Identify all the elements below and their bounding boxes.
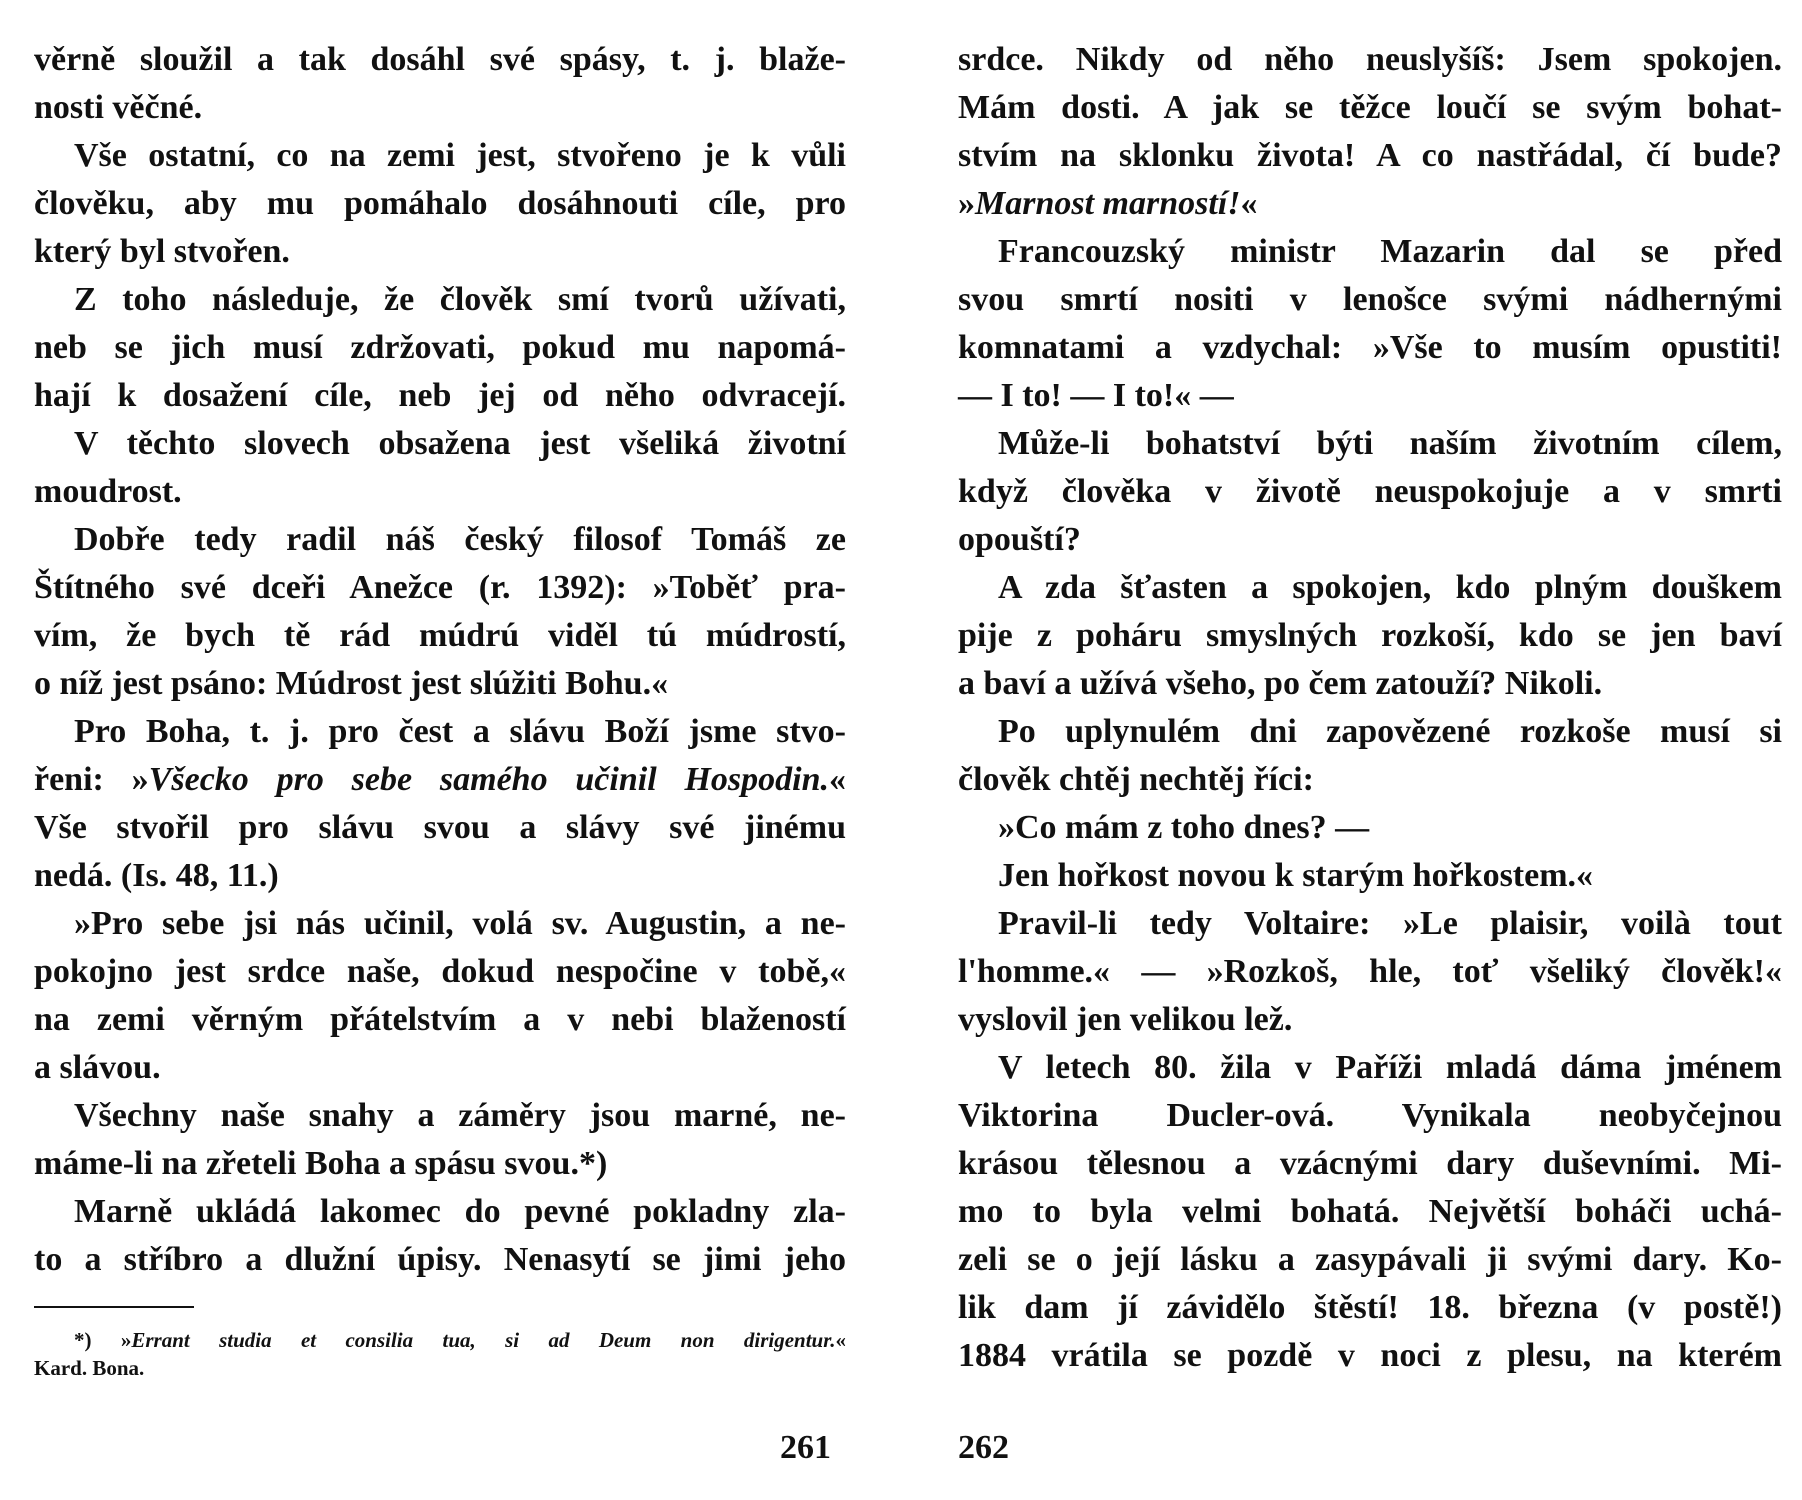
text-line xyxy=(34,612,846,660)
text-line xyxy=(34,180,846,228)
text-line xyxy=(34,468,846,516)
text-line xyxy=(958,516,1782,564)
text-line xyxy=(34,132,846,180)
text-line xyxy=(34,36,846,84)
footnote-divider xyxy=(34,1306,194,1308)
text-segment: Jen hořkost novou k starým hořkostem.« xyxy=(998,857,1594,894)
text-segment: Štítného své dceři Anežce (r. 1392): »Toběť pra- xyxy=(34,569,846,606)
text-line xyxy=(34,1326,846,1354)
text-segment: — I to! — I to!« — xyxy=(958,377,1234,414)
text-segment: máme-li na zřeteli Boha a spásu svou.*) xyxy=(34,1145,608,1182)
text-segment: nosti věčné. xyxy=(34,89,203,126)
text-segment: Vše stvořil pro slávu svou a slávy své jinému xyxy=(34,809,846,846)
text-line xyxy=(958,756,1782,804)
text-segment: « xyxy=(829,761,846,798)
text-line xyxy=(958,84,1782,132)
text-segment: Viktorina Ducler-ová. Vynikala neobyčejnou xyxy=(958,1097,1782,1134)
italic-text: Errant studia et consilia tua, si ad Deum non dirigentur. xyxy=(131,1328,836,1352)
text-line xyxy=(958,1284,1782,1332)
text-line xyxy=(958,564,1782,612)
text-line xyxy=(958,228,1782,276)
text-line xyxy=(34,900,846,948)
text-line xyxy=(34,84,846,132)
text-line xyxy=(958,1236,1782,1284)
text-segment: Může-li bohatství býti naším životním cílem, xyxy=(998,425,1782,462)
text-segment: *) » xyxy=(74,1328,132,1352)
text-segment: Všechny naše snahy a záměry jsou marné, ne- xyxy=(74,1097,846,1134)
text-segment: Francouzský ministr Mazarin dal se před xyxy=(998,233,1782,270)
text-segment: stvím na sklonku života! A co nastřádal, čí bude? xyxy=(958,137,1782,174)
text-line xyxy=(34,708,846,756)
text-segment: mo to byla velmi bohatá. Největší boháči uchá- xyxy=(958,1193,1782,1230)
text-segment: vím, že bych tě rád múdrú viděl tú múdrostí, xyxy=(34,617,846,654)
text-segment: srdce. Nikdy od něho neuslyšíš: Jsem spokojen. xyxy=(958,41,1782,78)
text-segment: hají k dosažení cíle, neb jej od něho odvracejí. xyxy=(34,377,846,414)
text-line xyxy=(958,180,1782,228)
text-line xyxy=(34,1354,846,1382)
text-segment: V letech 80. žila v Paříži mladá dáma jménem xyxy=(998,1049,1782,1086)
text-line xyxy=(34,996,846,1044)
text-line xyxy=(34,276,846,324)
text-segment: »Pro sebe jsi nás učinil, volá sv. Augustin, a ne- xyxy=(74,905,846,942)
text-segment: V těchto slovech obsažena jest všeliká životní xyxy=(74,425,846,462)
text-segment: opouští? xyxy=(958,521,1081,558)
text-segment: svou smrtí nositi v lenošce svými nádhernými xyxy=(958,281,1782,318)
footnote xyxy=(34,1326,846,1382)
text-segment: »Co mám z toho dnes? — xyxy=(998,809,1370,846)
text-segment: to a stříbro a dlužní úpisy. Nenasytí se jimi jeho xyxy=(34,1241,846,1278)
text-line xyxy=(958,660,1782,708)
text-segment: A zda šťasten a spokojen, kdo plným douškem xyxy=(998,569,1782,606)
text-segment: a baví a užívá všeho, po čem zatouží? Nikoli. xyxy=(958,665,1603,702)
text-segment: komnatami a vzdychal: »Vše to musím opustiti! xyxy=(958,329,1782,366)
text-segment: Pravil-li tedy Voltaire: »Le plaisir, voilà tout xyxy=(998,905,1782,942)
text-line xyxy=(34,1044,846,1092)
text-segment: pokojno jest srdce naše, dokud nespočine v tobě,« xyxy=(34,953,846,990)
text-line xyxy=(958,996,1782,1044)
text-segment: lik dam jí závidělo štěstí! 18. března (v postě!) xyxy=(958,1289,1782,1326)
text-line xyxy=(958,948,1782,996)
text-segment: Kard. Bona. xyxy=(34,1356,145,1380)
text-segment: o níž jest psáno: Múdrost jest slúžiti Bohu.« xyxy=(34,665,669,702)
text-segment: l'homme.« — »Rozkoš, hle, toť všeliký člověk!« xyxy=(958,953,1782,990)
text-line xyxy=(958,36,1782,84)
text-segment: 1884 vrátila se pozdě v noci z plesu, na kterém xyxy=(958,1337,1782,1374)
text-line xyxy=(34,420,846,468)
text-line xyxy=(34,1092,846,1140)
text-line xyxy=(34,564,846,612)
text-segment: když člověka v životě neuspokojuje a v smrti xyxy=(958,473,1782,510)
text-line xyxy=(34,1140,846,1188)
text-segment: nedá. (Is. 48, 11.) xyxy=(34,857,279,894)
text-segment: neb se jich musí zdržovati, pokud mu napomá- xyxy=(34,329,846,366)
left-page-body xyxy=(34,36,846,1284)
text-line xyxy=(34,948,846,996)
text-segment: Mám dosti. A jak se těžce loučí se svým bohat- xyxy=(958,89,1782,126)
text-line xyxy=(958,612,1782,660)
text-segment: řeni: » xyxy=(34,761,149,798)
text-segment: člověk chtěj nechtěj říci: xyxy=(958,761,1314,798)
text-segment: na zemi věrným přátelstvím a v nebi blažeností xyxy=(34,1001,846,1038)
text-line xyxy=(958,1092,1782,1140)
text-line xyxy=(958,708,1782,756)
text-line xyxy=(958,852,1782,900)
text-line xyxy=(958,804,1782,852)
text-segment: zeli se o její lásku a zasypávali ji svými dary. Ko- xyxy=(958,1241,1782,1278)
text-line xyxy=(958,420,1782,468)
right-page-body xyxy=(958,36,1782,1380)
text-line xyxy=(958,1044,1782,1092)
text-line xyxy=(958,900,1782,948)
italic-text: Marnost marností! xyxy=(975,185,1241,222)
text-line xyxy=(958,1332,1782,1380)
text-segment: Vše ostatní, co na zemi jest, stvořeno je k vůli xyxy=(74,137,846,174)
text-line xyxy=(958,1140,1782,1188)
text-line xyxy=(34,1188,846,1236)
text-line xyxy=(958,276,1782,324)
text-segment: Z toho následuje, že člověk smí tvorů užívati, xyxy=(74,281,846,318)
text-segment: moudrost. xyxy=(34,473,182,510)
text-segment: » xyxy=(958,185,975,222)
text-segment: věrně sloužil a tak dosáhl své spásy, t. j. blaže- xyxy=(34,41,846,78)
italic-text: Všecko pro sebe samého učinil Hospodin. xyxy=(148,761,829,798)
text-line xyxy=(34,324,846,372)
text-line xyxy=(34,660,846,708)
text-line xyxy=(958,324,1782,372)
text-segment: Po uplynulém dni zapovězené rozkoše musí si xyxy=(998,713,1782,750)
text-line xyxy=(34,228,846,276)
text-segment: člověku, aby mu pomáhalo dosáhnouti cíle, pro xyxy=(34,185,846,222)
text-segment: krásou tělesnou a vzácnými dary duševními. Mi- xyxy=(958,1145,1782,1182)
text-line xyxy=(958,468,1782,516)
text-line xyxy=(34,516,846,564)
text-line xyxy=(34,1236,846,1284)
page-number-right: 262 xyxy=(958,1429,1009,1466)
text-line xyxy=(34,852,846,900)
text-segment: Pro Boha, t. j. pro čest a slávu Boží jsme stvo- xyxy=(74,713,846,750)
text-line xyxy=(958,1188,1782,1236)
text-line xyxy=(958,132,1782,180)
text-line xyxy=(34,756,846,804)
text-line xyxy=(34,804,846,852)
text-line xyxy=(958,372,1782,420)
text-segment: « xyxy=(835,1328,847,1352)
text-segment: vyslovil jen velikou lež. xyxy=(958,1001,1293,1038)
page-number-left: 261 xyxy=(780,1429,831,1466)
text-segment: pije z poháru smyslných rozkoší, kdo se jen baví xyxy=(958,617,1782,654)
text-segment: « xyxy=(1240,185,1258,222)
text-segment: který byl stvořen. xyxy=(34,233,290,270)
text-segment: Marně ukládá lakomec do pevné pokladny zla- xyxy=(74,1193,846,1230)
text-segment: a slávou. xyxy=(34,1049,161,1086)
text-line xyxy=(34,372,846,420)
text-segment: Dobře tedy radil náš český filosof Tomáš ze xyxy=(74,521,846,558)
